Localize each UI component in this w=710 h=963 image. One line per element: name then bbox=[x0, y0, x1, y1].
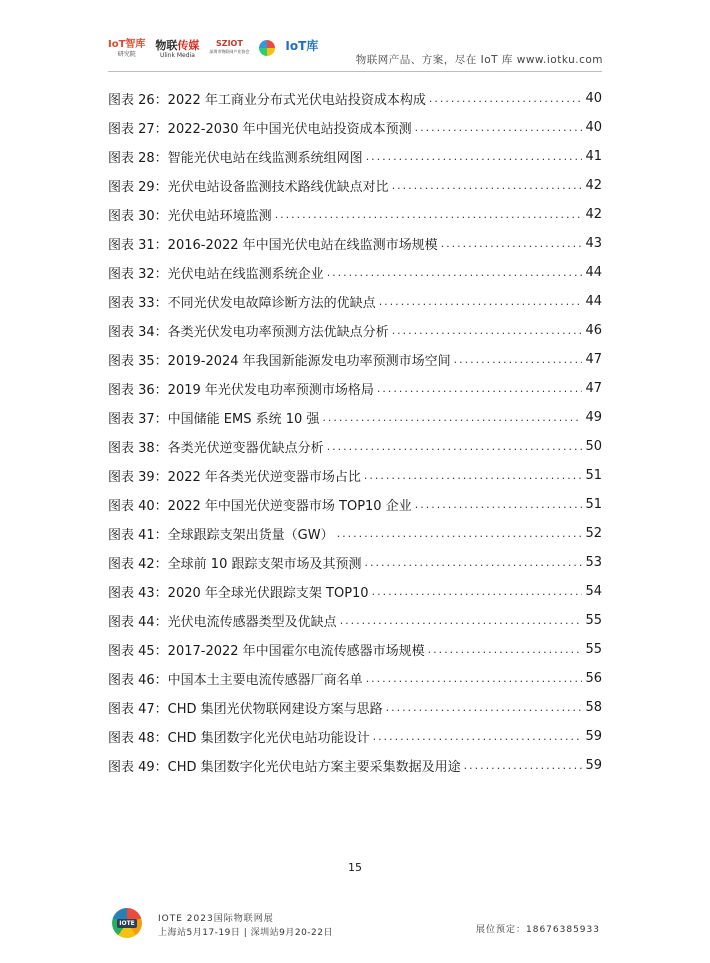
toc-dot-leader bbox=[275, 208, 583, 221]
toc-entry[interactable] bbox=[108, 577, 602, 606]
toc-entry-page: 56 bbox=[585, 671, 602, 686]
toc-entry[interactable] bbox=[108, 606, 602, 635]
iote-circle-icon bbox=[259, 40, 275, 56]
toc-entry-title: 图表 41：全球跟踪支架出货量（GW） bbox=[108, 528, 334, 543]
toc-dot-leader bbox=[337, 527, 583, 540]
toc-dot-leader bbox=[364, 556, 582, 569]
toc-dot-leader bbox=[379, 295, 583, 308]
iot-zhiku-logo bbox=[108, 40, 145, 58]
toc-entry[interactable] bbox=[108, 258, 602, 287]
toc-dot-leader bbox=[322, 411, 582, 424]
toc-entry-page: 58 bbox=[585, 700, 602, 715]
toc-entry-title: 图表 29：光伏电站设备监测技术路线优缺点对比 bbox=[108, 180, 389, 195]
toc-entry-page: 44 bbox=[585, 294, 602, 309]
toc-entry[interactable] bbox=[108, 722, 602, 751]
toc-dot-leader bbox=[441, 237, 583, 250]
toc-entry-page: 54 bbox=[585, 584, 602, 599]
toc-entry-page: 41 bbox=[585, 149, 602, 164]
toc-entry[interactable] bbox=[108, 635, 602, 664]
toc-entry-title: 图表 43：2020 年全球光伏跟踪支架 TOP10 bbox=[108, 586, 369, 601]
toc-entry-page: 50 bbox=[585, 439, 602, 454]
toc-entry-title: 图表 46：中国本土主要电流传感器厂商名单 bbox=[108, 673, 363, 688]
toc-entry[interactable] bbox=[108, 113, 602, 142]
toc-entry-title: 图表 40：2022 年中国光伏逆变器市场 TOP10 企业 bbox=[108, 499, 412, 514]
toc-entry[interactable] bbox=[108, 403, 602, 432]
toc-entry-title: 图表 44：光伏电流传感器类型及优缺点 bbox=[108, 615, 337, 630]
toc-entry-page: 59 bbox=[585, 758, 602, 773]
header-divider bbox=[108, 71, 602, 72]
page-number: 15 bbox=[348, 861, 362, 874]
sziot-logo-text: SZIOT bbox=[216, 39, 243, 48]
toc-entry[interactable] bbox=[108, 432, 602, 461]
iote-circle-logo bbox=[259, 40, 275, 56]
iote-expo-logo-text: IOTE bbox=[119, 919, 135, 927]
toc-entry-title: 图表 27：2022-2030 年中国光伏电站投资成本预测 bbox=[108, 122, 412, 137]
table-of-figures bbox=[108, 84, 602, 780]
toc-entry[interactable] bbox=[108, 751, 602, 780]
toc-entry-title: 图表 34：各类光伏发电功率预测方法优缺点分析 bbox=[108, 325, 389, 340]
toc-entry-page: 53 bbox=[585, 555, 602, 570]
toc-dot-leader bbox=[327, 440, 583, 453]
iotku-logo bbox=[285, 40, 318, 52]
toc-entry-page: 40 bbox=[585, 91, 602, 106]
toc-entry[interactable] bbox=[108, 519, 602, 548]
ulink-media-logo-text bbox=[155, 40, 199, 51]
toc-dot-leader bbox=[464, 759, 583, 772]
toc-entry-title: 图表 28：智能光伏电站在线监测系统组网图 bbox=[108, 151, 363, 166]
toc-entry-title: 图表 48：CHD 集团数字化光伏电站功能设计 bbox=[108, 731, 370, 746]
toc-entry-title: 图表 32：光伏电站在线监测系统企业 bbox=[108, 267, 324, 282]
toc-entry-title: 图表 39：2022 年各类光伏逆变器市场占比 bbox=[108, 470, 361, 485]
toc-entry-title: 图表 37：中国储能 EMS 系统 10 强 bbox=[108, 412, 320, 427]
toc-entry-page: 46 bbox=[585, 323, 602, 338]
ulink-media-logo-text-a: 物联 bbox=[155, 39, 178, 52]
toc-dot-leader bbox=[392, 179, 583, 192]
toc-dot-leader bbox=[364, 469, 583, 482]
toc-dot-leader bbox=[377, 382, 583, 395]
partner-logos bbox=[108, 40, 318, 68]
toc-dot-leader bbox=[386, 701, 583, 714]
toc-entry-title: 图表 33：不同光伏发电故障诊断方法的优缺点 bbox=[108, 296, 376, 311]
toc-entry-title: 图表 47：CHD 集团光伏物联网建设方案与思路 bbox=[108, 702, 383, 717]
toc-dot-leader bbox=[454, 353, 583, 366]
toc-dot-leader bbox=[366, 150, 583, 163]
toc-entry-page: 42 bbox=[585, 207, 602, 222]
toc-entry-page: 59 bbox=[585, 729, 602, 744]
ulink-media-logo-sub: Ulink Media bbox=[159, 52, 195, 59]
toc-entry[interactable] bbox=[108, 374, 602, 403]
iotku-logo-text: IoT库 bbox=[285, 39, 319, 53]
toc-entry[interactable] bbox=[108, 664, 602, 693]
ulink-media-logo bbox=[155, 40, 199, 59]
toc-dot-leader bbox=[415, 498, 583, 511]
iote-expo-logo bbox=[112, 908, 142, 938]
toc-entry[interactable] bbox=[108, 287, 602, 316]
toc-entry[interactable] bbox=[108, 200, 602, 229]
ulink-media-logo-text-b: 传媒 bbox=[177, 39, 200, 52]
toc-dot-leader bbox=[429, 92, 583, 105]
toc-dot-leader bbox=[428, 643, 583, 656]
toc-entry-title: 图表 36：2019 年光伏发电功率预测市场格局 bbox=[108, 383, 374, 398]
footer-contact: 展位预定：18676385933 bbox=[476, 925, 600, 935]
toc-entry-page: 42 bbox=[585, 178, 602, 193]
toc-entry-title: 图表 49：CHD 集团数字化光伏电站方案主要采集数据及用途 bbox=[108, 760, 461, 775]
toc-entry-page: 49 bbox=[585, 410, 602, 425]
toc-entry-page: 47 bbox=[585, 381, 602, 396]
toc-entry-page: 51 bbox=[585, 497, 602, 512]
toc-entry-title: 图表 35：2019-2024 年我国新能源发电功率预测市场空间 bbox=[108, 354, 451, 369]
sziot-logo bbox=[209, 40, 249, 54]
toc-dot-leader bbox=[415, 121, 583, 134]
page-footer bbox=[0, 905, 710, 963]
toc-entry-page: 40 bbox=[585, 120, 602, 135]
toc-entry-page: 51 bbox=[585, 468, 602, 483]
toc-entry[interactable] bbox=[108, 142, 602, 171]
toc-entry[interactable] bbox=[108, 84, 602, 113]
toc-entry[interactable] bbox=[108, 229, 602, 258]
toc-entry-title: 图表 42：全球前 10 跟踪支架市场及其预测 bbox=[108, 557, 362, 572]
toc-entry-title: 图表 26：2022 年工商业分布式光伏电站投资成本构成 bbox=[108, 93, 426, 108]
toc-entry[interactable] bbox=[108, 490, 602, 519]
toc-dot-leader bbox=[373, 730, 583, 743]
toc-entry[interactable] bbox=[108, 693, 602, 722]
toc-entry-title: 图表 38：各类光伏逆变器优缺点分析 bbox=[108, 441, 324, 456]
toc-entry-page: 55 bbox=[585, 642, 602, 657]
footer-dates: 上海站5月17-19日 | 深圳站9月20-22日 bbox=[158, 928, 334, 938]
toc-entry[interactable] bbox=[108, 461, 602, 490]
header-slogan: 物联网产品、方案，尽在 IoT 库 www.iotku.com bbox=[355, 54, 603, 66]
footer-title: IOTE 2023国际物联网展 bbox=[158, 914, 274, 924]
toc-entry-page: 47 bbox=[585, 352, 602, 367]
sziot-logo-sub: 深圳市物联网产业协会 bbox=[209, 49, 250, 54]
toc-dot-leader bbox=[372, 585, 583, 598]
iot-zhiku-logo-sub: 研究院 bbox=[117, 51, 136, 58]
toc-dot-leader bbox=[366, 672, 583, 685]
page-header bbox=[0, 0, 710, 75]
toc-entry-title: 图表 31：2016-2022 年中国光伏电站在线监测市场规模 bbox=[108, 238, 438, 253]
toc-dot-leader bbox=[327, 266, 583, 279]
toc-entry-page: 55 bbox=[585, 613, 602, 628]
toc-entry-page: 43 bbox=[585, 236, 602, 251]
toc-entry-page: 44 bbox=[585, 265, 602, 280]
toc-dot-leader bbox=[340, 614, 583, 627]
iot-zhiku-logo-text: IoT智库 bbox=[108, 39, 146, 50]
toc-entry[interactable] bbox=[108, 316, 602, 345]
toc-entry[interactable] bbox=[108, 171, 602, 200]
toc-entry-title: 图表 30：光伏电站环境监测 bbox=[108, 209, 272, 224]
toc-entry[interactable] bbox=[108, 345, 602, 374]
toc-entry-title: 图表 45：2017-2022 年中国霍尔电流传感器市场规模 bbox=[108, 644, 425, 659]
toc-dot-leader bbox=[392, 324, 583, 337]
toc-entry[interactable] bbox=[108, 548, 602, 577]
toc-entry-page: 52 bbox=[585, 526, 602, 541]
